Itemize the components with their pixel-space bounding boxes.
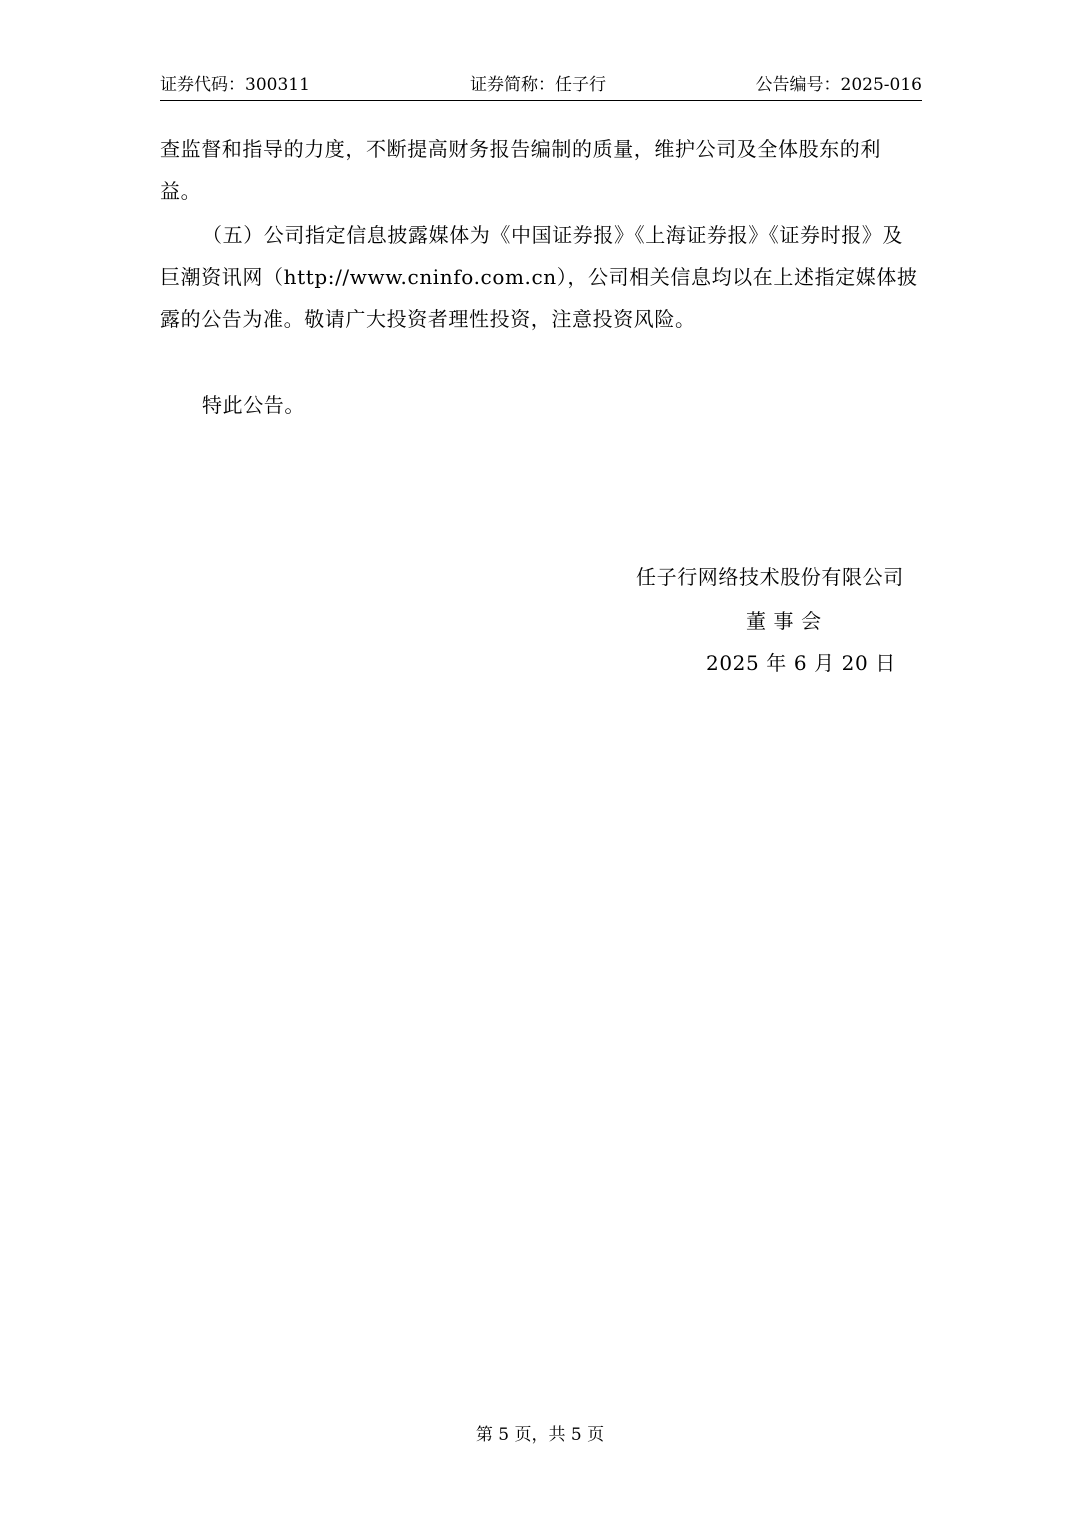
paragraph-continuation: 查监督和指导的力度，不断提高财务报告编制的质量，维护公司及全体股东的利益。 — [160, 137, 881, 203]
signature-board: 董 事 会 — [746, 609, 822, 633]
signature-company: 任子行网络技术股份有限公司 — [636, 565, 904, 589]
page-number: 第 5 页，共 5 页 — [475, 1425, 605, 1445]
stock-name: 证券简称：任子行 — [470, 75, 606, 95]
closing-statement: 特此公告。 — [202, 393, 305, 417]
announcement-number: 公告编号：2025-016 — [755, 75, 922, 95]
paragraph-disclosure-media: （五）公司指定信息披露媒体为《中国证券报》《上海证券报》《证券时报》及巨潮资讯网（http://www.cninfo.com.cn），公司相关信息均以在上述指定媒体披露的公告为准。敬请广大投资者理性投资，注意投资风险。 — [160, 223, 918, 331]
signature-date: 2025 年 6 月 20 日 — [706, 651, 896, 675]
page-header — [160, 74, 922, 101]
stock-code: 证券代码：300311 — [160, 75, 310, 95]
